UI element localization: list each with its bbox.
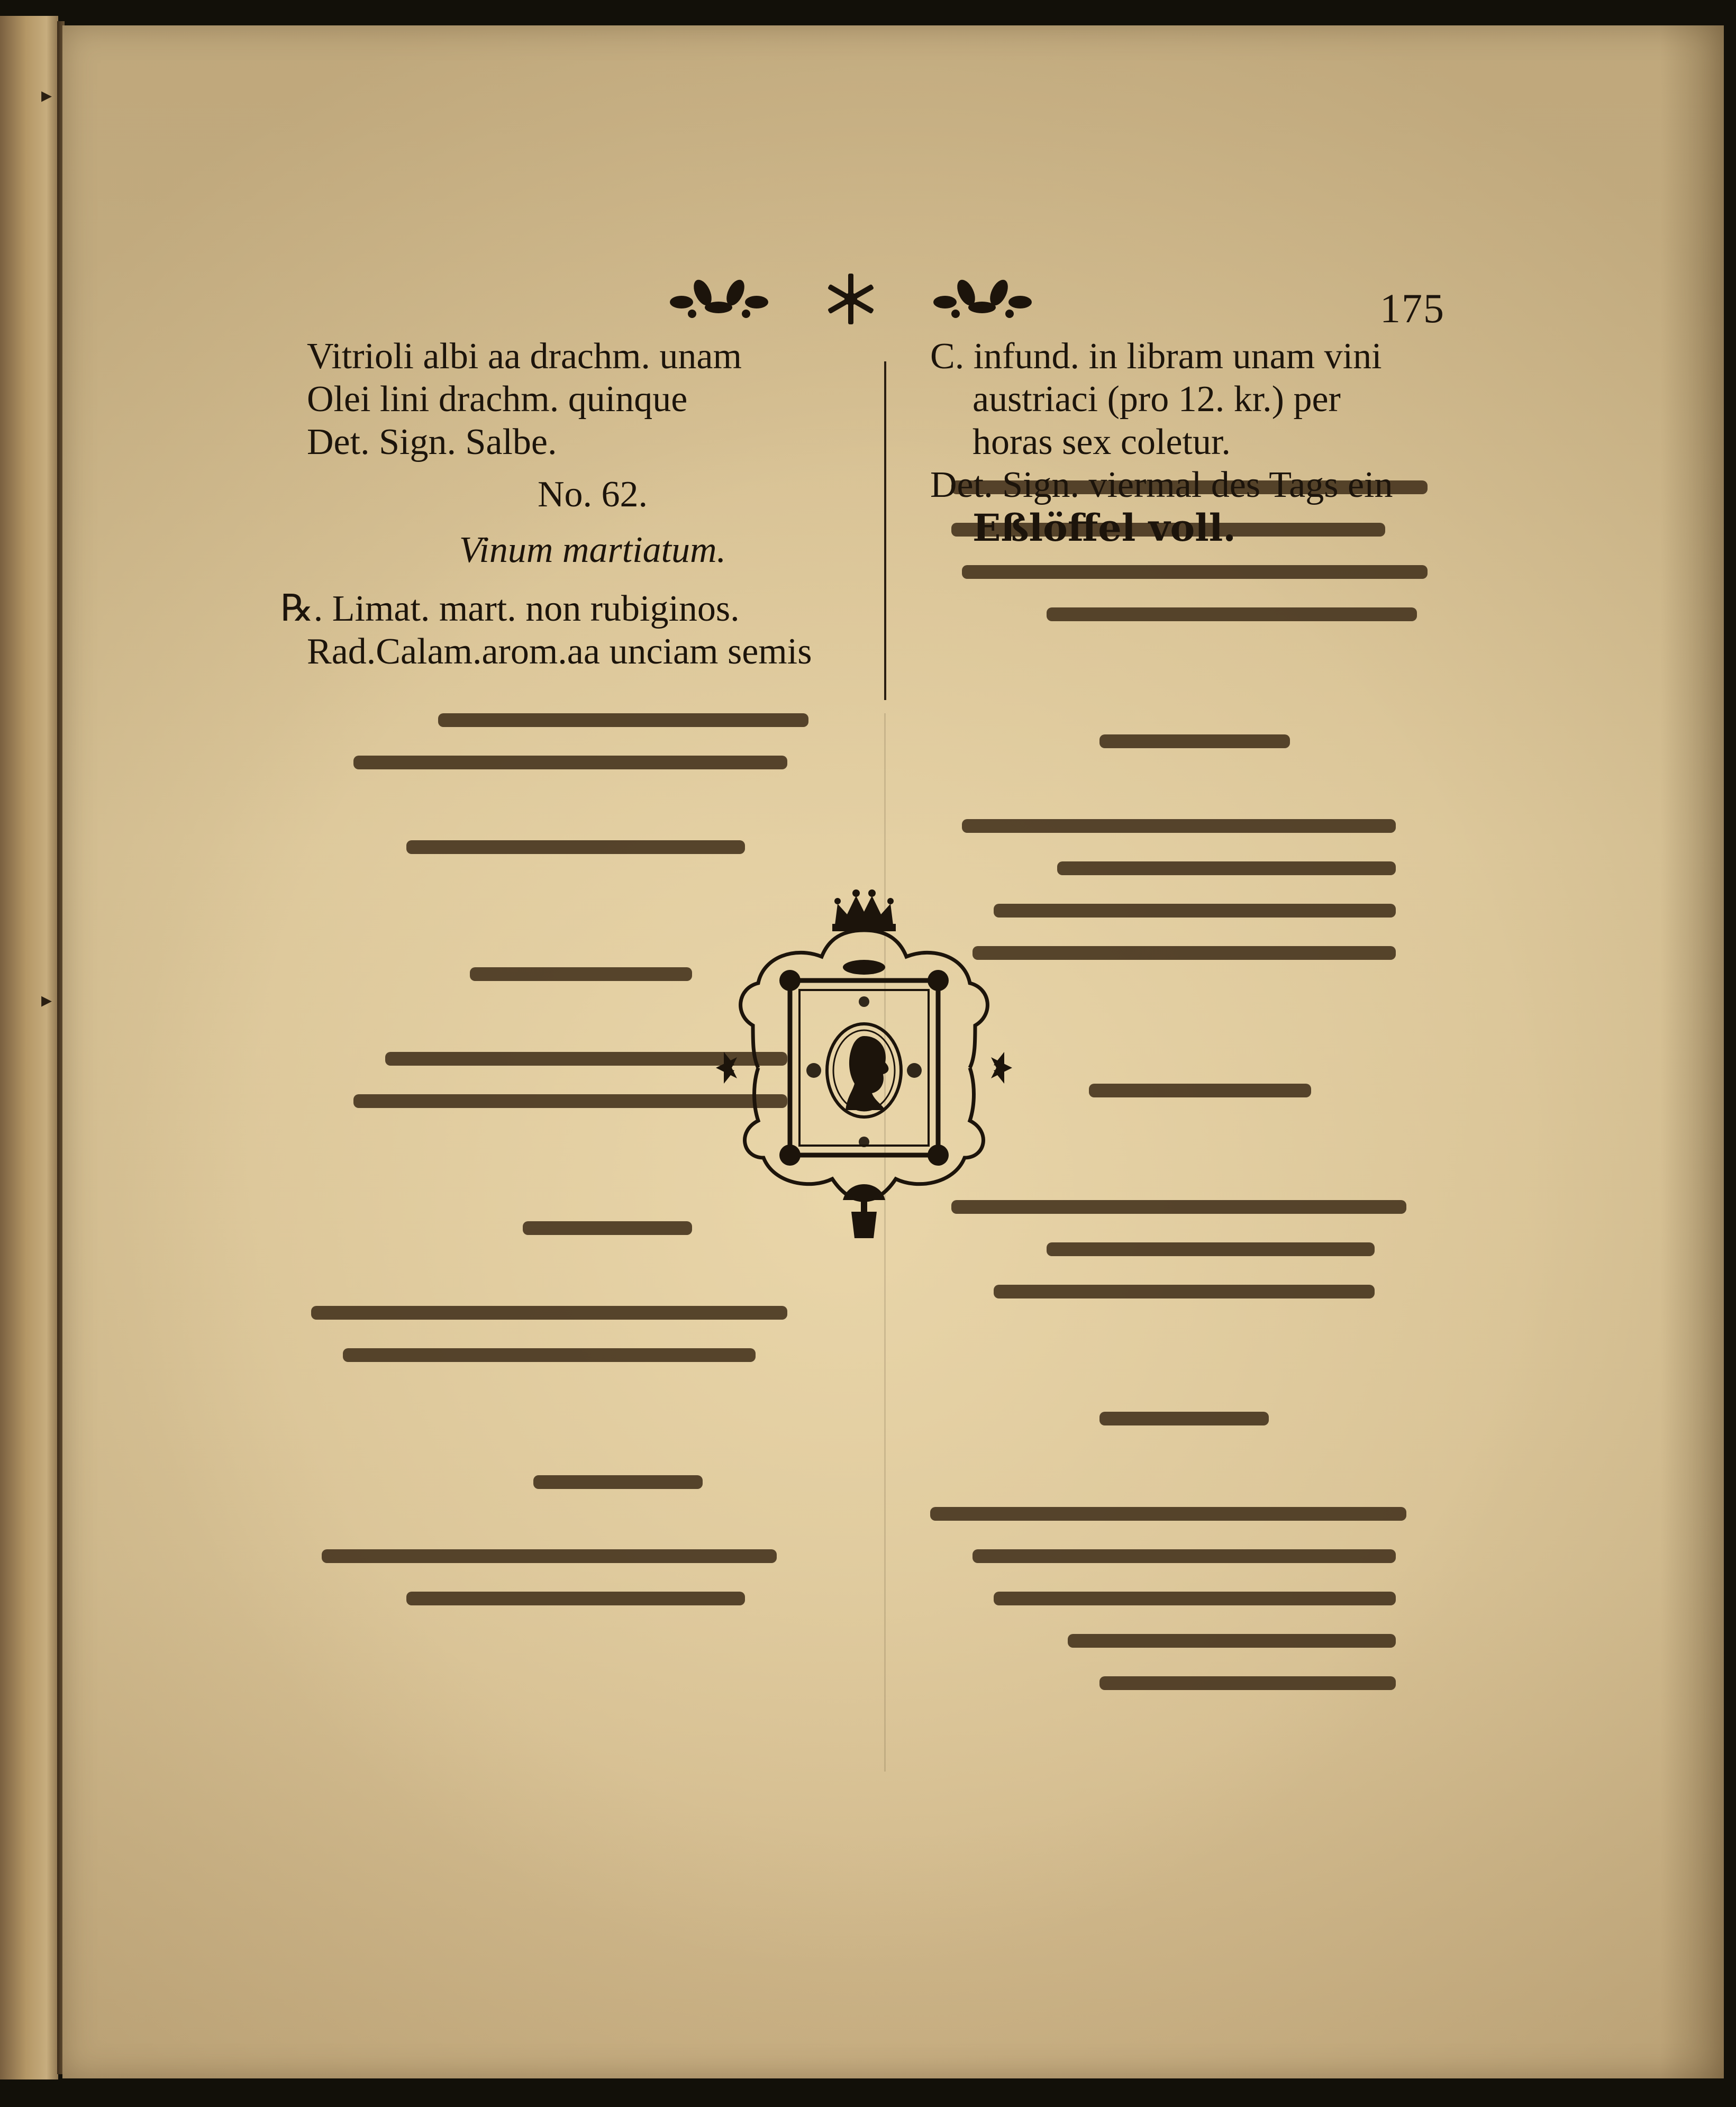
page-number: 175 (1380, 285, 1445, 331)
recipe-number: No. 62. (537, 474, 648, 515)
text-line: Olei lini drachm. quinque (307, 379, 688, 420)
book-page (62, 25, 1724, 2078)
portrait-vignette (705, 883, 1023, 1242)
text-line: Vitrioli albi aa drachm. unam (307, 336, 742, 377)
binding-mark: ▸ (41, 988, 52, 1012)
ingredient-line: ℞. Limat. mart. non rubiginos. (280, 588, 740, 629)
foliage-ornament-left (670, 277, 768, 318)
text-line: C. infund. in libram unam vini (930, 336, 1382, 377)
header-ornament (660, 266, 1041, 330)
text-line: austriaci (pro 12. kr.) per (972, 379, 1341, 420)
asterisk-ornament (828, 274, 874, 324)
text-line: Det. Sign. viermal des Tags ein (930, 465, 1393, 505)
binding-mark: ▸ (41, 83, 52, 107)
foliage-ornament-right (933, 277, 1032, 318)
left-page-remnant (0, 16, 58, 2079)
page-edge-shadow (1660, 25, 1724, 2078)
text-line: Eßlöffel voll. (972, 506, 1236, 550)
ingredient-line: Rad.Calam.arom.aa unciam semis (307, 631, 812, 672)
recipe-title: Vinum martiatum. (459, 530, 726, 570)
text-line: Det. Sign. Salbe. (307, 422, 557, 462)
text-line: horas sex coletur. (972, 422, 1231, 462)
left-text-column (280, 335, 862, 673)
column-rule-show-through (884, 713, 886, 1772)
right-text-column (883, 335, 1438, 549)
